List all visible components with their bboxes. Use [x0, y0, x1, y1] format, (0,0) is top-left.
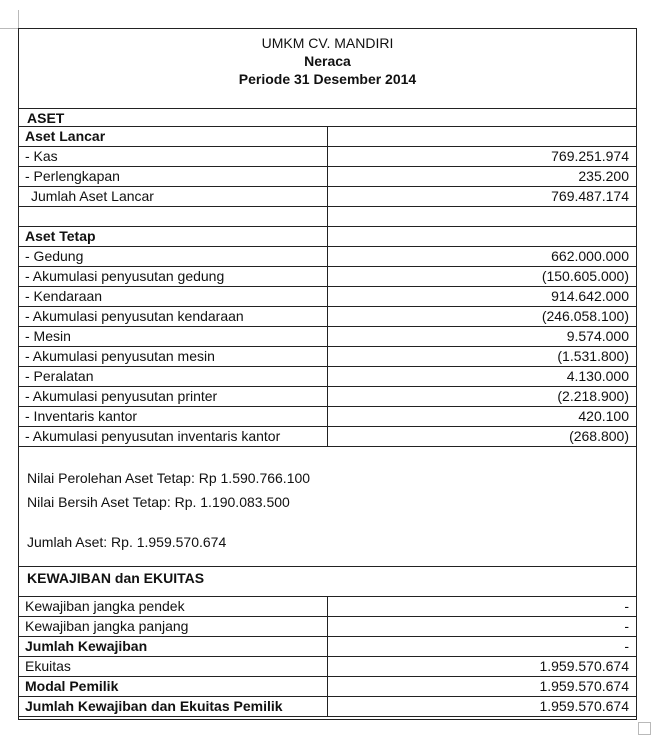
table-row: [19, 346, 636, 366]
table-row: [19, 696, 636, 716]
page-margin-mark-top-left-horizontal: [0, 28, 18, 29]
table-row: [19, 596, 636, 616]
row-value: 4.130.000: [566, 368, 629, 384]
row-label: Aset Lancar: [19, 126, 328, 146]
row-value: 1.959.570.674: [539, 698, 629, 714]
row-label: Aset Tetap: [19, 226, 328, 246]
table-row: [19, 386, 636, 406]
statement-period: Periode 31 Desember 2014: [238, 71, 417, 87]
row-label: [19, 206, 328, 226]
row-value: 9.574.000: [566, 328, 629, 344]
row-value: [328, 126, 636, 146]
section-heading-liabilities-equity: KEWAJIBAN dan EKUITAS: [27, 570, 205, 586]
row-label: - Kendaraan: [19, 286, 328, 306]
row-value: 769.251.974: [551, 148, 629, 164]
table-row: [19, 366, 636, 386]
row-value: -: [624, 618, 629, 634]
row-value: [328, 226, 636, 246]
section-heading-assets: ASET: [27, 110, 65, 126]
subsection-heading-fixed-assets: [19, 226, 636, 246]
row-value: (1.531.800): [557, 348, 629, 364]
row-label: - Gedung: [19, 246, 328, 266]
row-label: Modal Pemilik: [19, 676, 328, 696]
row-value: 235.200: [578, 168, 629, 184]
row-label: - Akumulasi penyusutan printer: [19, 386, 328, 406]
row-value: (268.800): [569, 428, 629, 444]
table-row: [19, 146, 636, 166]
row-label: - Perlengkapan: [19, 166, 328, 186]
row-value: (2.218.900): [557, 388, 629, 404]
note-total-assets: Jumlah Aset: Rp. 1.959.570.674: [27, 534, 227, 550]
row-label: - Akumulasi penyusutan mesin: [19, 346, 328, 366]
row-label: - Kas: [19, 146, 328, 166]
row-label: - Mesin: [19, 326, 328, 346]
row-label: Kewajiban jangka pendek: [19, 596, 328, 616]
table-row: [19, 246, 636, 266]
row-label: - Akumulasi penyusutan kendaraan: [19, 306, 328, 326]
row-value: 662.000.000: [551, 248, 629, 264]
total-current-assets-row: [19, 186, 636, 206]
table-row: [19, 406, 636, 426]
row-value: 1.959.570.674: [539, 678, 629, 694]
row-value: [328, 206, 636, 226]
table-row: [19, 426, 636, 446]
row-value: (246.058.100): [541, 308, 629, 324]
statement-title: Neraca: [304, 53, 351, 69]
row-label: Jumlah Aset Lancar: [19, 186, 328, 206]
table-rule: [19, 716, 636, 717]
row-label: Ekuitas: [19, 656, 328, 676]
table-row: [19, 306, 636, 326]
row-value: 914.642.000: [551, 288, 629, 304]
table-rule: [19, 108, 636, 109]
row-label: - Peralatan: [19, 366, 328, 386]
subsection-heading-current-assets: [19, 126, 636, 146]
table-row: [19, 266, 636, 286]
page-margin-mark-bottom-right: [638, 722, 651, 735]
company-name: UMKM CV. MANDIRI: [261, 35, 394, 51]
row-label: Kewajiban jangka panjang: [19, 616, 328, 636]
row-value: 1.959.570.674: [539, 658, 629, 674]
row-label: - Inventaris kantor: [19, 406, 328, 426]
row-label: Jumlah Kewajiban: [19, 636, 328, 656]
table-rule: [19, 446, 636, 447]
table-row: [19, 286, 636, 306]
row-value: 420.100: [578, 408, 629, 424]
row-label: - Akumulasi penyusutan inventaris kantor: [19, 426, 328, 446]
blank-row: [19, 206, 636, 226]
row-value: (150.605.000): [541, 268, 629, 284]
row-value: -: [624, 638, 629, 654]
table-row: [19, 636, 636, 656]
page-margin-mark-top-left-vertical: [18, 10, 19, 28]
table-row: [19, 656, 636, 676]
balance-sheet-frame: [18, 28, 637, 720]
table-row: [19, 166, 636, 186]
row-label: Jumlah Kewajiban dan Ekuitas Pemilik: [19, 696, 328, 716]
table-row: [19, 676, 636, 696]
row-value: 769.487.174: [551, 188, 629, 204]
note-acquisition-value: Nilai Perolehan Aset Tetap: Rp 1.590.766.100: [27, 470, 311, 486]
row-label: - Akumulasi penyusutan gedung: [19, 266, 328, 286]
row-value: -: [624, 598, 629, 614]
table-rule: [19, 566, 636, 567]
table-row: [19, 326, 636, 346]
note-net-value: Nilai Bersih Aset Tetap: Rp. 1.190.083.500: [27, 494, 290, 510]
table-row: [19, 616, 636, 636]
